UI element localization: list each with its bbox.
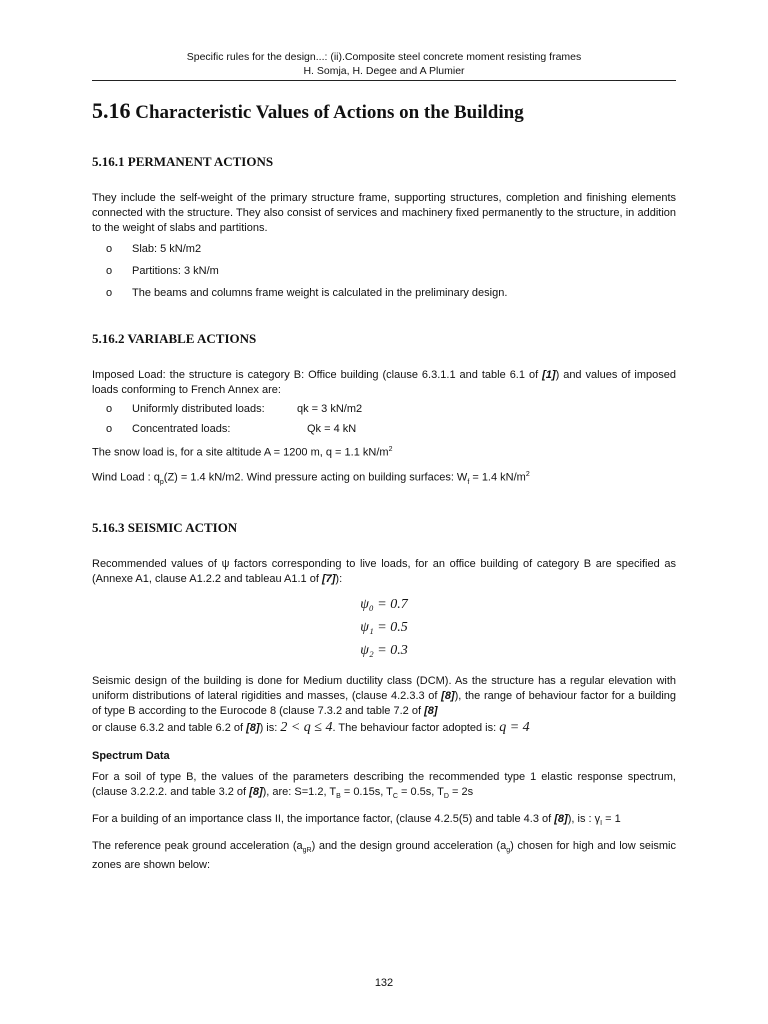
- section-number: 5.16: [92, 98, 131, 123]
- page-content: [92, 98, 676, 873]
- reference-link: [8]: [554, 812, 568, 825]
- seismic-intro: Recommended values of ψ factors corresponding to live loads, for an office building of category B are specified as (Annexe A1, clause A1.2.2 and tableau A1.1 of [7]):: [92, 557, 676, 585]
- reference-link: [1]: [542, 369, 556, 381]
- permanent-paragraph: They include the self-weight of the primary structure frame, supporting structures, completion and finishing elements connected with the structure. They also consist of services and machinery fixed permanently to the structure, in addition to the weight of slabs and partitions.: [92, 192, 676, 234]
- list-item: o Slab: 5 kN/m2: [106, 243, 202, 255]
- ductility-paragraph: Seismic design of the building is done for Medium ductility class (DCM). As the structure has a regular elevation with uniform distributions of lateral rigidities and masses, (clause 4.2.3.3 of [8]), the range of behaviour factor for a building of type B according to the Eurocode 8 (clause 7.3.2 and table 7.2 of [8]: [92, 674, 676, 717]
- reference-link: [8]: [441, 689, 455, 702]
- header-title: Specific rules for the design...: (ii).Composite steel concrete moment resisting frames: [186, 51, 582, 63]
- list-item: o Concentrated loads: Qk = 4 kN: [106, 423, 357, 435]
- variable-paragraph: Imposed Load: the structure is category B: Office building (clause 6.3.1.1 and table 6.1 of [1]) and values of imposed loads conforming to French Annex are:: [92, 369, 677, 396]
- list-item: o The beams and columns frame weight is calculated in the preliminary design.: [106, 287, 508, 299]
- permanent-heading: 5.16.1 PERMANENT ACTIONS: [92, 154, 274, 169]
- snow-load: The snow load is, for a site altitude A = 1200 m, q = 1.1 $kN/m^2$: [92, 446, 393, 459]
- reference-link: [8]: [424, 704, 438, 717]
- spectrum-heading: Spectrum Data: [92, 749, 170, 762]
- q-value-formula: q = 4: [499, 719, 530, 735]
- psi1-equation: ψ₁ = 0.5: [360, 619, 408, 635]
- header-rule: [92, 80, 676, 81]
- reference-link: [8]: [249, 785, 263, 798]
- section-title: [92, 98, 676, 126]
- seismic-heading: 5.16.3 SEISMIC ACTION: [92, 519, 238, 535]
- reference-link: [8]: [246, 721, 260, 734]
- acceleration-paragraph: The reference peak ground acceleration $(a_{gR})$ and the design ground acceleration $(a_g)$ chosen for high and low seismic zones are shown below:: [92, 839, 676, 872]
- running-header: [92, 50, 676, 78]
- spectrum-paragraph: For a soil of type B, the values of the parameters describing the recommended type 1 elastic response spectrum, (clause 3.2.2.2. and table 3.2 of [8]), are: S=1.2, $T_B = 0.15s$, $T_C = 0.5s$, $T_D = 2s$: [92, 770, 676, 800]
- variable-heading: 5.16.2 VARIABLE ACTIONS: [92, 331, 257, 346]
- page-number: 132: [374, 977, 394, 989]
- header-authors: H. Somja, H. Degee and A Plumier: [303, 65, 465, 77]
- list-item: o Uniformly distributed loads: qk = 3 kN/m2: [106, 403, 363, 415]
- psi0-equation: ψ₀ = 0.7: [360, 596, 408, 612]
- section-title-text: Characteristic Values of Actions on the Building: [135, 102, 524, 123]
- psi2-equation: ψ₂ = 0.3: [360, 642, 408, 658]
- list-item: o Partitions: 3 kN/m: [106, 265, 219, 277]
- importance-paragraph: For a building of an importance class II, the importance factor, (clause 4.2.5(5) and table 4.3 of [8]), is : $\gamma_I = 1$: [92, 812, 621, 827]
- q-range-formula: 2 < q ≤ 4: [280, 719, 333, 735]
- behaviour-factor: or clause 6.3.2 and table 6.2 of [8]) is: 2 < q ≤ 4. The behaviour factor adopted is: q = 4: [92, 719, 530, 735]
- wind-load: Wind Load : $q_p(Z) = 1.4$ kN/m2. Wind pressure acting on building surfaces: $W_f = 1.4$ $kN/m^2$: [92, 470, 530, 486]
- reference-link: [7]: [321, 572, 336, 585]
